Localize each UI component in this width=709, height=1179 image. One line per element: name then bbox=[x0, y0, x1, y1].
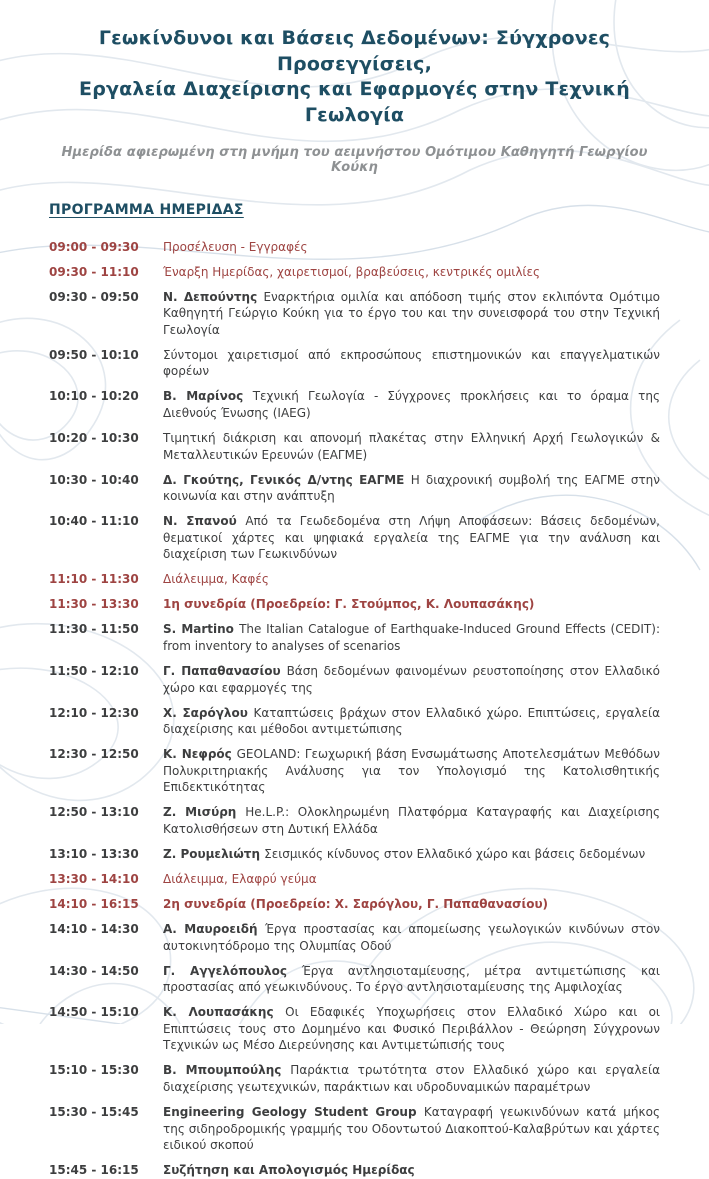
schedule-row bbox=[49, 571, 660, 588]
schedule-row bbox=[49, 746, 660, 796]
schedule-row bbox=[49, 430, 660, 463]
session-description: 1η συνεδρία (Προεδρείο: Γ. Στούμπος, Κ. Λουπασάκης) bbox=[163, 597, 535, 612]
schedule-row bbox=[49, 846, 660, 863]
time-range: 09:30 - 09:50 bbox=[49, 289, 139, 304]
schedule-row bbox=[49, 1104, 660, 1154]
speaker-name: Χ. Σαρόγλου bbox=[163, 705, 254, 720]
schedule-row bbox=[49, 472, 660, 505]
session-description: Engineering Geology Student Group Καταγραφή γεωκινδύνων κατά μήκος της σιδηροδρομικής γραμμής του Οδοντωτού Διακοπτού-Καλαβρύτων και χάρτες ειδικού σκοπού bbox=[163, 1104, 660, 1153]
speaker-name: Κ. Λουπασάκης bbox=[163, 1005, 286, 1020]
dedication-subtitle: Ημερίδα αφιερωμένη στη μνήμη του αειμνήστου Ομότιμου Καθηγητή Γεωργίου Κούκη bbox=[61, 144, 648, 175]
schedule-row bbox=[49, 871, 660, 888]
time-range: 09:30 - 11:10 bbox=[49, 264, 139, 279]
session-description: Σύντομοι χαιρετισμοί από εκπροσώπους επιστημονικών και επαγγελματικών φορέων bbox=[163, 347, 660, 379]
title-line-1: Γεωκίνδυνοι και Βάσεις Δεδομένων: Σύγχρονες Προσεγγίσεις, bbox=[98, 27, 611, 75]
session-description: Α. Μαυροειδή Έργα προστασίας και απομείωσης γεωλογικών κινδύνων στον αυτοκινητόδρομο της Ολυμπίας Οδού bbox=[163, 922, 660, 953]
schedule-row bbox=[49, 513, 660, 563]
schedule-list bbox=[49, 239, 660, 1179]
time-range: 14:10 - 16:15 bbox=[49, 897, 139, 912]
speaker-name: Engineering Geology Student Group bbox=[163, 1104, 424, 1119]
schedule-row bbox=[49, 621, 660, 654]
time-range: 10:30 - 10:40 bbox=[49, 472, 139, 487]
schedule-row bbox=[49, 921, 660, 954]
time-range: 12:50 - 13:10 bbox=[49, 805, 139, 820]
time-range: 10:10 - 10:20 bbox=[49, 389, 139, 404]
time-range: 13:30 - 14:10 bbox=[49, 871, 139, 886]
session-description: Β. Μαρίνος Τεχνική Γεωλογία - Σύγχρονες προκλήσεις και το όραμα της Διεθνούς Ένωσης (IAEG) bbox=[163, 389, 660, 420]
time-range: 15:45 - 16:15 bbox=[49, 1163, 139, 1178]
session-description: Ν. Δεπούντης Εναρκτήρια ομιλία και απόδοση τιμής στον εκλιπόντα Ομότιμο Καθηγητή Γεώργιο Κούκη για το έργο του και την συνεισφορά του στην Τεχνική Γεωλογία bbox=[163, 289, 660, 337]
speaker-name: Β. Μπουμπούλης bbox=[163, 1063, 291, 1078]
time-range: 14:30 - 14:50 bbox=[49, 963, 139, 978]
time-range: 11:50 - 12:10 bbox=[49, 664, 139, 678]
time-range: 14:10 - 14:30 bbox=[49, 922, 139, 937]
speaker-name: Κ. Νεφρός bbox=[163, 747, 237, 762]
speaker-name: Β. Μαρίνος bbox=[163, 389, 253, 404]
schedule-row bbox=[49, 1004, 660, 1054]
schedule-row bbox=[49, 347, 660, 380]
speaker-name: Γ. Παπαθανασίου bbox=[163, 664, 287, 678]
time-range: 14:50 - 15:10 bbox=[49, 1005, 139, 1020]
session-description: Ζ. Ρουμελιώτη Σεισμικός κίνδυνος στον Ελλαδικό χώρο και βάσεις δεδομένων bbox=[163, 846, 646, 861]
session-description: Δ. Γκούτης, Γενικός Δ/ντης ΕΑΓΜΕ Η διαχρονική συμβολή της ΕΑΓΜΕ στην κοινωνία και στην ανάπτυξη bbox=[163, 472, 660, 504]
speaker-name: Δ. Γκούτης, Γενικός Δ/ντης ΕΑΓΜΕ bbox=[163, 472, 411, 487]
time-range: 15:30 - 15:45 bbox=[49, 1104, 139, 1119]
schedule-row bbox=[49, 804, 660, 837]
session-description: Προσέλευση - Εγγραφές bbox=[163, 239, 308, 254]
session-description: Γ. Αγγελόπουλος Έργα αντλησιοταμίευσης, μέτρα αντιμετώπισης και προστασίας από γεωκινδύνους. Το έργο αντλησιοταμίευσης της Αμφιλοχίας bbox=[163, 963, 660, 995]
schedule-row bbox=[49, 1162, 660, 1179]
session-description: Διάλειμμα, Καφές bbox=[163, 572, 269, 587]
schedule-row bbox=[49, 1062, 660, 1095]
time-range: 13:10 - 13:30 bbox=[49, 846, 139, 861]
time-range: 09:50 - 10:10 bbox=[49, 347, 139, 362]
speaker-name: Ν. Σπανού bbox=[163, 514, 246, 529]
time-range: 12:30 - 12:50 bbox=[49, 747, 139, 762]
schedule-row bbox=[49, 896, 660, 913]
speaker-name: Α. Μαυροειδή bbox=[163, 922, 265, 937]
speaker-name: Ζ. Ρουμελιώτη bbox=[163, 846, 265, 861]
session-description: Β. Μπουμπούλης Παράκτια τρωτότητα στον Ελλαδικό χώρο και εργαλεία διαχείρισης γεωτεχνικών, παράκτιων και υδροδυναμικών παραμέτρων bbox=[163, 1063, 660, 1094]
time-range: 12:10 - 12:30 bbox=[49, 705, 139, 720]
session-description: 2η συνεδρία (Προεδρείο: Χ. Σαρόγλου, Γ. Παπαθανασίου) bbox=[163, 897, 549, 912]
title-line-2: Εργαλεία Διαχείρισης και Εφαρμογές στην Τεχνική Γεωλογία bbox=[79, 78, 630, 126]
schedule-row bbox=[49, 264, 660, 281]
session-description: Κ. Λουπασάκης Οι Εδαφικές Υποχωρήσεις στον Ελλαδικό Χώρο και οι Επιπτώσεις τους στο Δομημένο και Φυσικό Περιβάλλον - Θεώρηση Σύγχρονων Τεχνικών ως Μέσο Διερεύνησης και Αντιμετώπισής τους bbox=[163, 1005, 660, 1053]
time-range: 10:40 - 11:10 bbox=[49, 514, 139, 529]
session-description: Χ. Σαρόγλου Καταπτώσεις βράχων στον Ελλαδικό χώρο. Επιπτώσεις, εργαλεία διαχείρισης και μέθοδοι αντιμετώπισης bbox=[163, 705, 660, 737]
session-description: S. Martino The Italian Catalogue of Earthquake-Induced Ground Effects (CEDIT): from inventory to analyses of scenarios bbox=[163, 622, 660, 653]
schedule-row bbox=[49, 705, 660, 738]
schedule-row bbox=[49, 663, 660, 696]
schedule-row bbox=[49, 239, 660, 256]
session-description: Κ. Νεφρός GEOLAND: Γεωχωρική βάση Ενσωμάτωσης Αποτελεσμάτων Μεθόδων Πολυκριτηριακής Ανάλυσης για τον Υπολογισμό της Κατολισθητικής Επιδεκτικότητας bbox=[163, 747, 660, 795]
speaker-name: Ζ. Μισύρη bbox=[163, 805, 246, 820]
session-description: Γ. Παπαθανασίου Βάση δεδομένων φαινομένων ρευστοποίησης στον Ελλαδικό χώρο και εφαρμογές της bbox=[163, 664, 660, 695]
schedule-row bbox=[49, 289, 660, 339]
speaker-name: Ν. Δεπούντης bbox=[163, 289, 264, 304]
session-description: Ζ. Μισύρη He.L.P.: Ολοκληρωμένη Πλατφόρμα Καταγραφής και Διαχείρισης Κατολισθήσεων στη Δυτική Ελλάδα bbox=[163, 805, 660, 836]
schedule-row bbox=[49, 596, 660, 613]
time-range: 11:30 - 11:50 bbox=[49, 622, 139, 637]
time-range: 11:30 - 13:30 bbox=[49, 597, 139, 612]
session-description: Διάλειμμα, Ελαφρύ γεύμα bbox=[163, 871, 317, 886]
time-range: 10:20 - 10:30 bbox=[49, 430, 139, 445]
time-range: 15:10 - 15:30 bbox=[49, 1063, 139, 1078]
schedule-row bbox=[49, 388, 660, 421]
page-title bbox=[49, 26, 660, 129]
speaker-name: S. Martino bbox=[163, 622, 240, 637]
session-description: Συζήτηση και Απολογισμός Ημερίδας bbox=[163, 1163, 415, 1178]
speaker-name: Γ. Αγγελόπουλος bbox=[163, 963, 302, 978]
program-section-title: ΠΡΟΓΡΑΜΜΑ ΗΜΕΡΙΔΑΣ bbox=[49, 201, 244, 218]
time-range: 11:10 - 11:30 bbox=[49, 572, 139, 587]
session-description: Τιμητική διάκριση και απονομή πλακέτας στην Ελληνική Αρχή Γεωλογικών & Μεταλλευτικών Ερευνών (ΕΑΓΜΕ) bbox=[163, 430, 660, 462]
session-description: Έναρξη Ημερίδας, χαιρετισμοί, βραβεύσεις, κεντρικές ομιλίες bbox=[163, 264, 541, 279]
session-description: Ν. Σπανού Από τα Γεωδεδομένα στη Λήψη Αποφάσεων: Βάσεις δεδομένων, θεματικοί χάρτες και ψηφιακά εργαλεία της ΕΑΓΜΕ για την ανάλυση και διαχείριση των Γεωκινδύνων bbox=[163, 514, 661, 562]
schedule-row bbox=[49, 963, 660, 996]
time-range: 09:00 - 09:30 bbox=[49, 239, 139, 254]
